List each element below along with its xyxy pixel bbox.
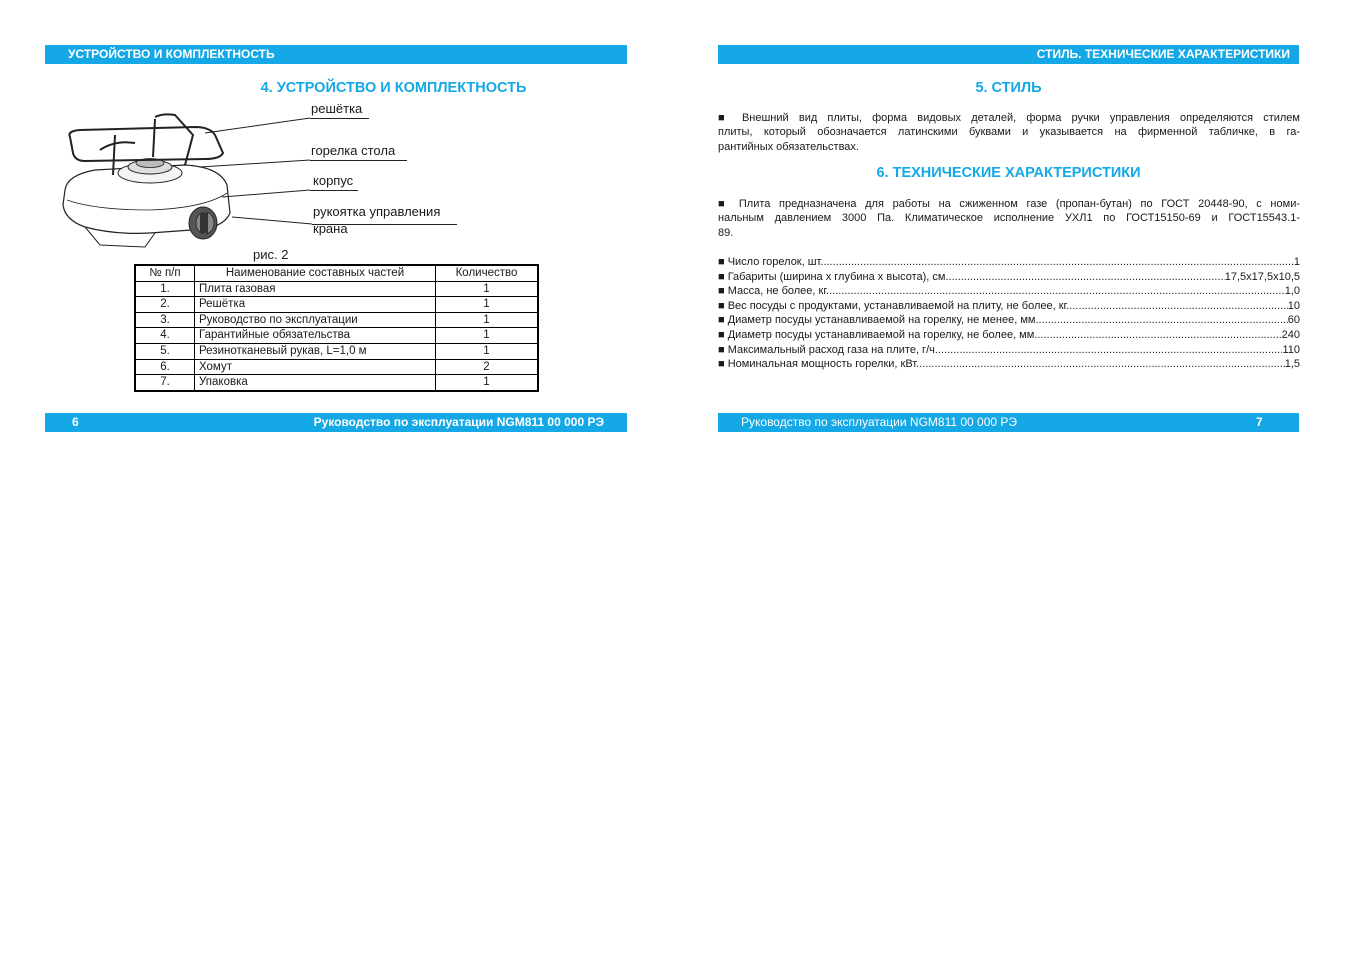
tech-line-1: ■ Плита предназначена для работы на сжиженном газе (пропан-бутан) по ГОСТ 20448-90, с номи- [718, 198, 1300, 210]
spec-dots [823, 255, 1293, 270]
label-handle-line2: крана [313, 221, 348, 236]
table-row [135, 297, 538, 313]
table-row [135, 343, 538, 359]
tech-line-3: 89. [718, 226, 734, 239]
row-quantity: 2 [436, 359, 539, 375]
spec-row [718, 299, 1300, 314]
leader-lines [0, 0, 460, 260]
right-footer-title: Руководство по эксплуатации NGM811 00 000 РЭ [741, 415, 1018, 429]
spec-value: 1,5 [1284, 358, 1300, 371]
section-title-style: 5. СТИЛЬ [975, 80, 1042, 96]
row-name: Руководство по эксплуатации [195, 312, 436, 328]
spec-dots [938, 343, 1283, 358]
tech-line-2: нальным давлением 3000 Па. Климатическое исполнение УХЛ1 по ГОСТ15150-69 и ГОСТ15543.1- [718, 212, 1300, 225]
spec-label: ■ Габариты (ширина х глубина х высота), см. [718, 270, 949, 283]
underline-burner [310, 160, 407, 161]
spec-label: ■ Номинальная мощность горелки, кВт. [718, 358, 920, 371]
table-row [135, 359, 538, 375]
table-row [135, 281, 538, 297]
parts-table [134, 264, 539, 392]
table-header-name: Наименование составных частей [195, 265, 436, 281]
spec-value: 240 [1281, 328, 1300, 341]
style-paragraph [718, 111, 1300, 154]
spec-label: ■ Максимальный расход газа на плите, г/ч. [718, 343, 938, 356]
row-number: 5. [135, 343, 195, 359]
spec-dots [919, 357, 1285, 372]
spec-label: ■ Вес посуды с продуктами, устанавливаемой на плиту, не более, кг. [718, 299, 1070, 312]
row-quantity: 1 [436, 328, 539, 344]
spec-row [718, 255, 1300, 270]
label-body: корпус [313, 173, 354, 188]
spec-value: 60 [1287, 314, 1300, 327]
row-name: Резинотканевый рукав, L=1,0 м [195, 343, 436, 359]
label-burner: горелка стола [311, 143, 396, 158]
row-name: Хомут [195, 359, 436, 375]
figure-caption: рис. 2 [253, 247, 289, 262]
row-quantity: 1 [436, 281, 539, 297]
right-footer-bar [718, 413, 1299, 432]
row-number: 6. [135, 359, 195, 375]
row-number: 7. [135, 375, 195, 391]
label-handle-line1: рукоятка управления [313, 204, 441, 219]
right-page-number: 7 [1256, 415, 1263, 429]
spec-label: ■ Диаметр посуды устанавливаемой на горелку, не менее, мм. [718, 314, 1039, 327]
spec-row [718, 313, 1300, 328]
spec-list [718, 255, 1300, 372]
spec-value: 1,0 [1284, 285, 1300, 298]
spec-dots [829, 284, 1285, 299]
spec-row [718, 343, 1300, 358]
label-grate: решётка [311, 101, 363, 116]
row-number: 1. [135, 281, 195, 297]
row-name: Гарантийные обязательства [195, 328, 436, 344]
row-quantity: 1 [436, 375, 539, 391]
left-header-text: УСТРОЙСТВО И КОМПЛЕКТНОСТЬ [68, 47, 275, 61]
tech-paragraph [718, 197, 1300, 240]
spec-dots [1069, 299, 1287, 314]
row-number: 3. [135, 312, 195, 328]
table-header-number: № п/п [135, 265, 195, 281]
left-footer-title: Руководство по эксплуатации NGM811 00 000 РЭ [313, 415, 604, 429]
spec-label: ■ Масса, не более, кг. [718, 285, 830, 298]
right-header-text: СТИЛЬ. ТЕХНИЧЕСКИЕ ХАРАКТЕРИСТИКИ [1036, 47, 1290, 61]
row-name: Плита газовая [195, 281, 436, 297]
row-name: Решётка [195, 297, 436, 313]
left-footer-bar [45, 413, 627, 432]
left-page-number: 6 [72, 415, 79, 429]
row-number: 2. [135, 297, 195, 313]
table-header-row [135, 265, 538, 281]
style-line-2: плиты, который обозначается латинскими буквами и указывается на фирменной табличке, в га- [718, 126, 1300, 139]
row-name: Упаковка [195, 375, 436, 391]
table-row [135, 328, 538, 344]
spec-value: 110 [1282, 343, 1300, 356]
spec-row [718, 357, 1300, 372]
row-quantity: 1 [436, 312, 539, 328]
row-quantity: 1 [436, 297, 539, 313]
spec-row [718, 284, 1300, 299]
spec-dots [1037, 328, 1281, 343]
spec-row [718, 270, 1300, 285]
section-title-tech: 6. ТЕХНИЧЕСКИЕ ХАРАКТЕРИСТИКИ [876, 165, 1141, 181]
table-header-quantity: Количество [436, 265, 539, 281]
spec-label: ■ Диаметр посуды устанавливаемой на горелку, не более, мм. [718, 328, 1038, 341]
spec-row [718, 328, 1300, 343]
spec-label: ■ Число горелок, шт. [718, 256, 824, 268]
spec-value: 10 [1287, 299, 1300, 312]
underline-body [310, 190, 358, 191]
spec-dots [1039, 313, 1288, 328]
style-line-3: рантийных обязательствах. [718, 140, 859, 153]
style-line-1: ■ Внешний вид плиты, форма видовых деталей, форма ручки управления определяются стилем [718, 112, 1300, 124]
row-number: 4. [135, 328, 195, 344]
row-quantity: 1 [436, 343, 539, 359]
spec-value: 17,5х17,5х10,5 [1224, 270, 1300, 283]
section-title-device: 4. УСТРОЙСТВО И КОМПЛЕКТНОСТЬ [260, 80, 527, 96]
spec-value: 1 [1293, 256, 1300, 268]
table-row [135, 375, 538, 391]
right-header-bar [718, 45, 1299, 64]
table-row [135, 312, 538, 328]
spec-dots [949, 270, 1225, 285]
